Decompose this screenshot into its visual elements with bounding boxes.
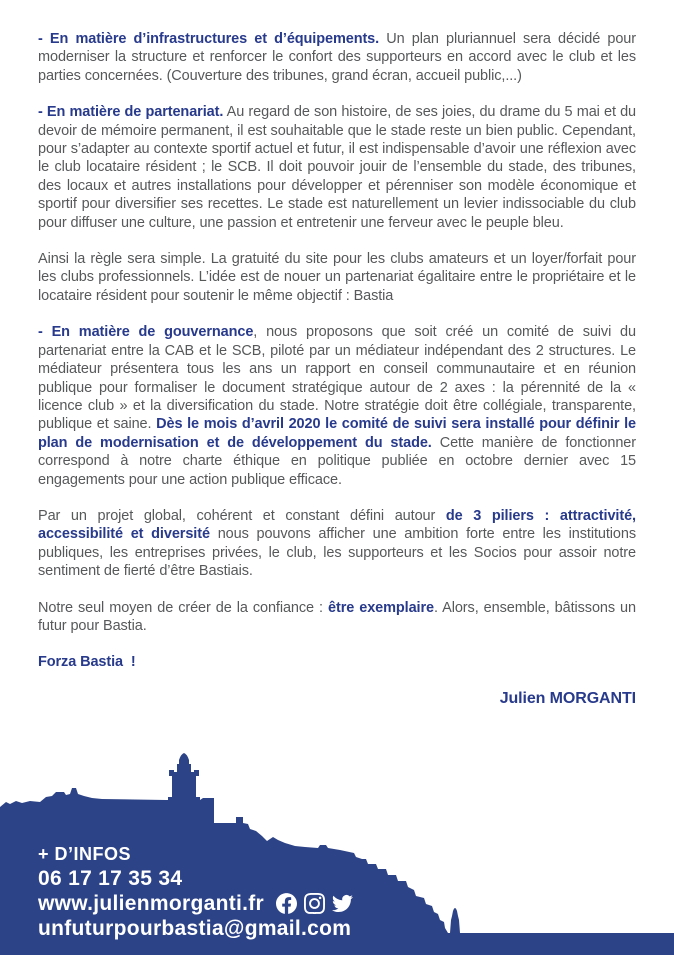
infos-label: + D’INFOS [38,844,132,864]
signature-julien-morganti: Julien MORGANTI [499,689,636,707]
paragraph-text: , nous proposons que soit créé un comité de suivi du partenariat entre la CAB et le SCB, piloté par un médiateur indépendant des 2 structures. Le médiateur présentera tous les ans un rapport en conseil communautaire et en réunion publique pour formaliser le document stratégique autour de 2 axes : la pérennité de la « licence club » et la diversification du stade. Notre stratégie doit être collégiale, transparente, publique et saine. [38,324,636,433]
website-url: www.julienmorganti.fr [38,892,265,915]
paragraph-text: nous pouvons afficher une ambition forte entre les institutions publiques, les entreprises privées, le club, les supporteurs et les Socios pour assoir notre sentiment de fierté d’être Bastiais. [38,526,636,580]
paragraph-lead: - En matière d’infrastructures et d’équipements. [38,31,380,47]
forza-bastia-line: Forza Bastia ! [38,654,136,671]
facebook-icon [276,893,297,914]
paragraph-text: Cette manière de fonctionner correspond à notre charte éthique en politique publiée en octobre dernier avec 15 engagements pour une action publique efficace. [38,434,636,488]
paragraph-text: . Alors, ensemble, bâtissons un futur pour Bastia. [38,599,636,634]
paragraph-text: Notre seul moyen de créer de la confiance : [38,599,328,616]
email-address: unfuturpourbastia@gmail.com [38,917,352,940]
twitter-icon [332,893,353,914]
document-body [38,30,636,726]
paragraph-regle [38,250,636,305]
paragraph-bold-inline: être exemplaire [328,599,434,616]
social-icons [276,893,353,914]
paragraph-text: Un plan pluriannuel sera décidé pour moderniser la structure et renforcer le confort des supporteurs en accord avec le club et les parties concernées. (Couverture des tribunes, grand écran, accueil public,...) [38,31,636,84]
paragraph-gouvernance [38,323,636,489]
paragraph-text: Au regard de son histoire, de ses joies, du drame du 5 mai et du devoir de mémoire permanent, il est souhaitable que le stade reste un bien public. Cependant, pour s’adapter au contexte sportif actuel et futur, il est indispensable d’avoir une réflexion avec le club locataire résident ; le SCB. Il doit pouvoir jouir de l’ensemble du stade, des tribunes, des locaux et autres installations pour développer et pérenniser son modèle économique et sportif pour diversifier ses recettes. Le stade est naturellement un levier indissociable du club pour diffuser une culture, une passion et entretenir une ferveur avec le peuple bleu. [38,104,637,231]
footer-contact-block [38,842,353,941]
paragraph-lead: - En matière de partenariat. [38,104,224,121]
paragraph-lead: - En matière de gouvernance [38,324,254,341]
instagram-icon [304,893,325,914]
paragraph-bold-inline: Dès le mois d’avril 2020 le comité de suivi sera installé pour définir le plan de modernisation et de développement du stade. [38,416,636,451]
paragraph-infrastructures [38,30,636,85]
paragraph-text: Ainsi la règle sera simple. La gratuité du site pour les clubs amateurs et un loyer/forfait pour les clubs professionnels. L’idée est de nouer un partenariat égalitaire entre le propriétaire et le locataire résident pour soutenir le même objectif : Bastia [38,251,636,304]
phone-number: 06 17 17 35 34 [38,867,183,890]
paragraph-confiance [38,599,636,636]
footer-banner [0,750,674,955]
paragraph-text: Par un projet global, cohérent et constant défini autour [38,507,446,524]
paragraph-piliers [38,507,636,581]
paragraph-partenariat [38,103,636,232]
paragraph-bold-inline: de 3 piliers : attractivité, accessibilité et diversité [38,507,636,543]
